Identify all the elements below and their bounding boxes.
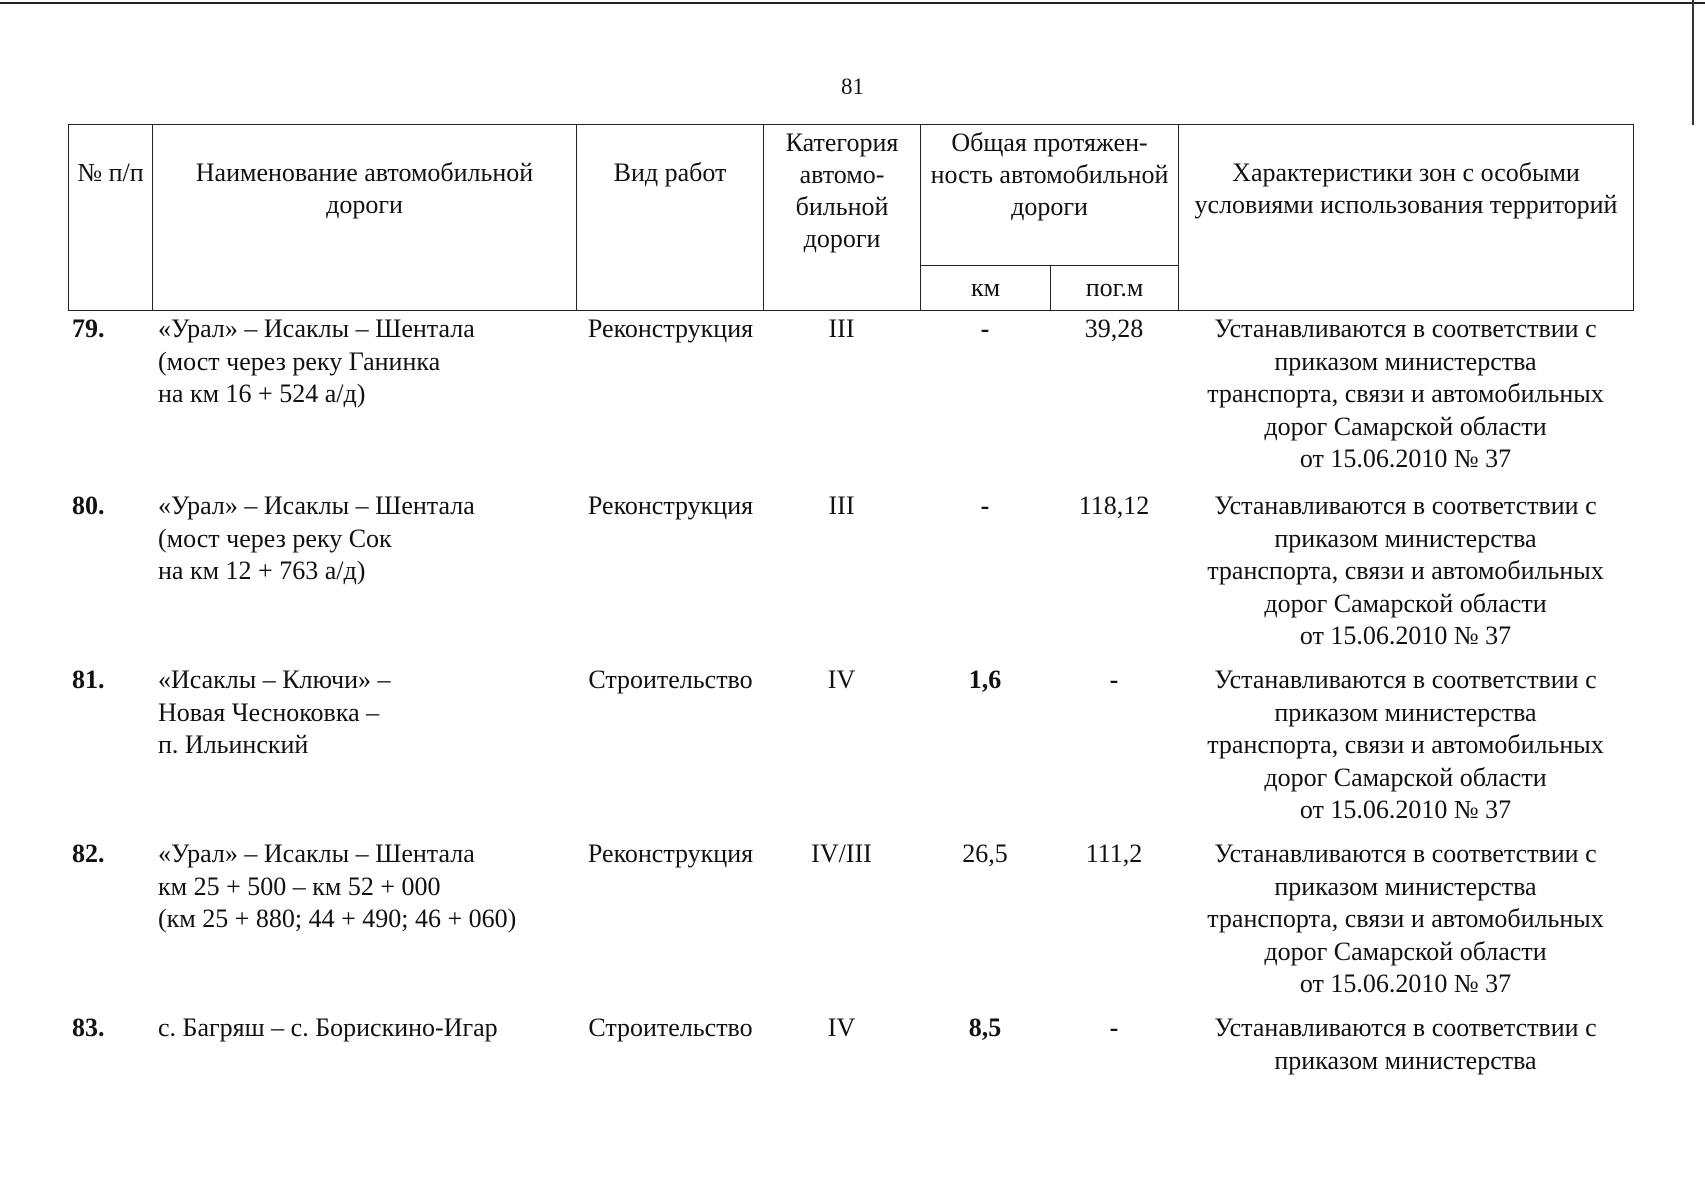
road-name: «Исаклы – Ключи» – Новая Чесноковка – п. Ильинский bbox=[158, 665, 391, 759]
work-type: Реконструкция bbox=[587, 491, 754, 520]
work-type: Строительство bbox=[588, 665, 753, 694]
header-num: № п/п bbox=[69, 125, 153, 311]
right-border-line bbox=[1692, 0, 1694, 125]
row-number: 83. bbox=[72, 1013, 105, 1042]
road-category: IV/III bbox=[811, 839, 872, 868]
road-category: III bbox=[828, 491, 855, 520]
header-zone-characteristics: Характеристики зон с особыми условиями использования территорий bbox=[1179, 125, 1634, 311]
header-pog-m: пог.м bbox=[1051, 266, 1179, 311]
row-number: 81. bbox=[72, 665, 105, 694]
road-name: «Урал» – Исаклы – Шентала км 25 + 500 – км 52 + 000 (км 25 + 880; 44 + 490; 46 + 060) bbox=[158, 839, 517, 933]
header-work-type: Вид работ bbox=[577, 125, 764, 311]
table-header bbox=[68, 124, 1634, 311]
length-pog-m: - bbox=[1109, 1013, 1119, 1042]
road-category: III bbox=[828, 314, 855, 343]
page-number: 81 bbox=[841, 74, 864, 99]
length-km: 1,6 bbox=[968, 665, 1002, 694]
header-total-length: Общая протяжен- ность автомобильной дороги bbox=[921, 125, 1179, 266]
road-name: «Урал» – Исаклы – Шентала (мост через реку Сок на км 12 + 763 а/д) bbox=[158, 491, 475, 585]
row-number: 80. bbox=[72, 491, 105, 520]
header-road-name: Наименование автомобильной дороги bbox=[153, 125, 577, 311]
zone-characteristics: Устанавливаются в соответствии с приказом министерства транспорта, связи и автомобильных дорог Самарской области от 15.06.2010 № 37 bbox=[1207, 491, 1604, 650]
work-type: Реконструкция bbox=[587, 839, 754, 868]
row-number: 79. bbox=[72, 314, 105, 343]
zone-characteristics: Устанавливаются в соответствии с приказом министерства bbox=[1214, 1013, 1597, 1075]
length-pog-m: 111,2 bbox=[1085, 839, 1143, 868]
header-road-category: Категория автомо- бильной дороги bbox=[764, 125, 921, 311]
zone-characteristics: Устанавливаются в соответствии с приказом министерства транспорта, связи и автомобильных дорог Самарской области от 15.06.2010 № 37 bbox=[1207, 665, 1604, 824]
length-pog-m: 39,28 bbox=[1084, 314, 1144, 343]
length-pog-m: 118,12 bbox=[1078, 491, 1150, 520]
length-km: - bbox=[980, 491, 990, 520]
road-name: с. Багряш – с. Борискино-Игар bbox=[158, 1013, 498, 1042]
length-km: 26,5 bbox=[962, 839, 1008, 868]
row-number: 82. bbox=[72, 839, 105, 868]
length-km: 8,5 bbox=[968, 1013, 1002, 1042]
header-km: км bbox=[921, 266, 1051, 311]
top-border-line bbox=[0, 2, 1705, 4]
length-km: - bbox=[980, 314, 990, 343]
work-type: Строительство bbox=[588, 1013, 753, 1042]
zone-characteristics: Устанавливаются в соответствии с приказом министерства транспорта, связи и автомобильных дорог Самарской области от 15.06.2010 № 37 bbox=[1207, 314, 1604, 473]
length-pog-m: - bbox=[1109, 665, 1119, 694]
zone-characteristics: Устанавливаются в соответствии с приказом министерства транспорта, связи и автомобильных дорог Самарской области от 15.06.2010 № 37 bbox=[1207, 839, 1604, 998]
road-category: IV bbox=[827, 665, 856, 694]
road-category: IV bbox=[827, 1013, 856, 1042]
work-type: Реконструкция bbox=[587, 314, 754, 343]
road-name: «Урал» – Исаклы – Шентала (мост через реку Ганинка на км 16 + 524 а/д) bbox=[158, 314, 475, 408]
